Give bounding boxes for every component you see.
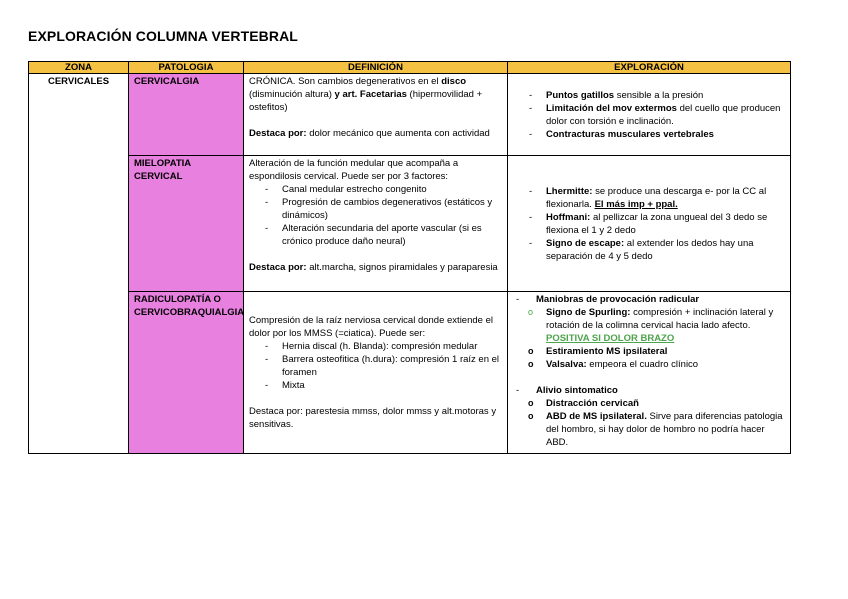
exploracion-cervicalgia: [508, 74, 791, 156]
def-text: Compresión de la raíz nerviosa cervical donde extiende el dolor por los MMSS (=ciatica). Puede ser:: [249, 315, 493, 339]
header-definicion: DEFINICIÓN: [244, 62, 508, 74]
list-item: - Canal medular estrecho congenito: [249, 183, 502, 196]
row-cervicalgia: [29, 74, 791, 156]
list-item: - Mixta: [249, 379, 502, 392]
zona-cell: CERVICALES: [29, 74, 129, 454]
list-item: - Alivio sintomatico: [513, 384, 785, 397]
patologia-cervicalgia: CERVICALGIA: [129, 74, 244, 156]
definicion-radiculopatia: [244, 292, 508, 454]
exploracion-mielopatia: [508, 156, 791, 292]
patologia-radiculopatia: RADICULOPATÍA O CERVICOBRAQUIALGIA: [129, 292, 244, 454]
list-item: - Hernia discal (h. Blanda): compresión medular: [249, 340, 502, 353]
list-item: - Barrera osteofitica (h.dura): compresión 1 raíz en el foramen: [249, 353, 502, 379]
row-radiculopatia: [29, 292, 791, 454]
list-item: o ABD de MS ipsilateral. Sirve para diferencias patologia del hombro, si hay dolor de hombro no podría hacer ABD.: [528, 411, 783, 448]
def-destaca: Destaca por: parestesia mmss, dolor mmss y alt.motoras y sensitivas.: [249, 406, 497, 430]
list-item: o Estiramiento MS ipsilateral: [528, 346, 668, 357]
list-item: - Signo de escape: al extender los dedos hay una separación de 4 y 5 dedo: [513, 237, 785, 263]
def-text: Alteración de la función medular que acompaña a espondilosis cervical. Puede ser por 3 factores:: [249, 158, 459, 182]
header-zona: ZONA: [29, 62, 129, 74]
list-item: o Distracción cervicañ: [528, 398, 639, 409]
list-item: - Hoffmani: al pellizcar la zona ungueal del 3 dedo se flexiona el 1 y 2 dedo: [513, 211, 785, 237]
row-mielopatia: [29, 156, 791, 292]
list-item: o Signo de Spurling: compresión + inclinación lateral y rotación de la colimna cervical hacia lado afecto. POSITIVA SI DOLOR BRAZO: [528, 307, 774, 344]
header-exploracion: EXPLORACIÓN: [508, 62, 791, 74]
def-destaca: Destaca por: dolor mecánico que aumenta con actividad: [249, 128, 490, 139]
list-item: - Limitación del mov extermos del cuello que producen dolor con torsión e inclinación.: [513, 102, 785, 128]
list-item: - Lhermitte: se produce una descarga e- por la CC al flexionarla. El más imp + ppal.: [513, 185, 785, 211]
list-item: - Alteración secundaria del aporte vascular (si es crónico produce daño neural): [249, 222, 502, 248]
list-item: - Contracturas musculares vertebrales: [513, 128, 785, 141]
header-patologia: PATOLOGIA: [129, 62, 244, 74]
definicion-cervicalgia: [244, 74, 508, 156]
list-item: - Progresión de cambios degenerativos (estáticos y dinámicos): [249, 196, 502, 222]
page-title: EXPLORACIÓN COLUMNA VERTEBRAL: [28, 28, 298, 44]
exploration-table: [28, 61, 791, 454]
patologia-mielopatia: MIELOPATIA CERVICAL: [129, 156, 244, 292]
exploracion-radiculopatia: [508, 292, 791, 454]
list-item: - Puntos gatillos sensible a la presión: [513, 89, 785, 102]
def-destaca: Destaca por: alt.marcha, signos piramidales y paraparesia: [249, 262, 498, 273]
header-row: [29, 62, 791, 74]
list-item: - Maniobras de provocación radicular: [513, 293, 785, 306]
def-text: CRÓNICA. Son cambios degenerativos en el disco (disminución altura) y art. Facetarias (hipermovilidad + ostefitos): [249, 76, 483, 113]
list-item: o Valsalva: empeora el cuadro clínico: [528, 359, 699, 370]
definicion-mielopatia: [244, 156, 508, 292]
